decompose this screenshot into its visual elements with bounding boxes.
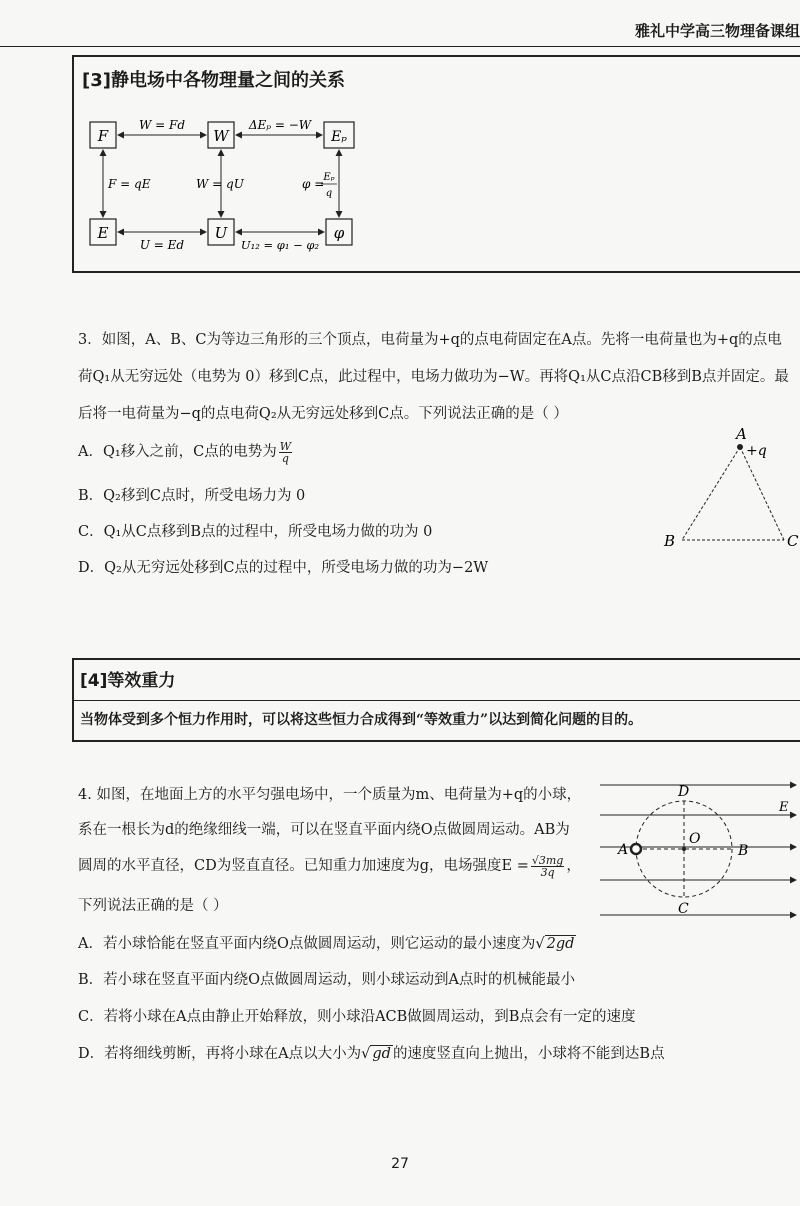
vertex-B: B xyxy=(664,532,676,550)
q4-field-num: √3mg xyxy=(531,853,564,867)
label-B: B xyxy=(738,843,749,859)
relation-diagram xyxy=(80,110,380,260)
q4-line3 xyxy=(78,854,581,878)
label-A: A xyxy=(618,842,629,858)
node-U: U xyxy=(214,224,228,242)
label-E-U: U = Ed xyxy=(139,238,185,252)
charge-dot xyxy=(737,444,743,450)
q4-option-d: D．若将细线剪断，再将小球在A点以大小为√ gd 的速度竖直向上抛出，小球将不能到达B点 xyxy=(78,1046,665,1062)
section4-divider xyxy=(72,700,800,701)
page-number: 27 xyxy=(391,1156,409,1172)
vertex-C: C xyxy=(787,532,799,550)
label-phi-num: Eₚ xyxy=(323,172,335,183)
center-dot xyxy=(682,847,686,851)
label-F-W: W = Fd xyxy=(138,118,186,132)
node-W: W xyxy=(213,127,229,145)
q3-line3: 后将一电荷量为−q的点电荷Q₂从无穷远处移到C点。下列说法正确的是（ ） xyxy=(78,406,568,422)
q4-option-b: B．若小球在竖直平面内绕O点做圆周运动，则小球运动到A点时的机械能最小 xyxy=(78,972,576,988)
q4-field-fraction xyxy=(531,855,564,878)
node-phi: φ xyxy=(333,224,345,242)
label-W-U: W = qU xyxy=(196,177,244,191)
label-phi-lhs: φ = xyxy=(302,177,325,191)
q3-option-b: B．Q₂移到C点时，所受电场力为 0 xyxy=(78,488,306,504)
q4-option-d-text: D．若将细线剪断，再将小球在A点以大小为 xyxy=(78,1046,362,1062)
q3-option-a-den: q xyxy=(281,451,289,465)
q4-line1: 4. 如图，在地面上方的水平匀强电场中，一个质量为m、电荷量为+q的小球， xyxy=(78,787,582,803)
q3-option-a xyxy=(78,440,294,464)
q3-option-a-num: W xyxy=(279,439,292,453)
node-Ep: Eₚ xyxy=(331,129,347,145)
q3-option-a-text: A．Q₁移入之前，C点的电势为 xyxy=(78,444,277,460)
edge-AB xyxy=(682,447,740,540)
q4-option-d-post: 的速度竖直向上抛出，小球将不能到达B点 xyxy=(392,1046,665,1062)
label-E: E xyxy=(779,800,789,815)
q3-option-a-fraction xyxy=(279,441,292,464)
q4-line3-post: ， xyxy=(566,858,581,874)
label-C: C xyxy=(678,901,689,917)
q4-option-a: A．若小球恰能在竖直平面内绕O点做圆周运动，则它运动的最小速度为√ 2gd xyxy=(78,936,575,952)
edge-AC xyxy=(740,447,784,540)
q4-field-den: 3q xyxy=(540,865,555,879)
header-title: 雅礼中学高三物理备课组 xyxy=(634,22,800,40)
charge-label: +q xyxy=(746,443,767,459)
label-U-phi: U₁₂ = φ₁ − φ₂ xyxy=(240,238,320,252)
field-circle-figure xyxy=(598,775,800,925)
ball xyxy=(631,844,641,854)
q4-option-a-sqrt: 2gd xyxy=(546,936,575,952)
header-divider xyxy=(0,46,800,47)
section4-title: [4]等效重力 xyxy=(80,671,176,691)
label-O: O xyxy=(689,831,701,847)
label-F-E: F = qE xyxy=(108,177,151,191)
q4-line3-text: 圆周的水平直径，CD为竖直直径。已知重力加速度为g，电场强度E = xyxy=(78,858,529,874)
q3-option-d: D．Q₂从无穷远处移到C点的过程中，所受电场力做的功为−2W xyxy=(78,560,489,576)
label-D: D xyxy=(678,784,690,800)
triangle-figure xyxy=(660,425,800,555)
q4-option-c: C．若将小球在A点由静止开始释放，则小球沿ACB做圆周运动，到B点会有一定的速度 xyxy=(78,1009,636,1025)
section4-text: 当物体受到多个恒力作用时，可以将这些恒力合成得到“等效重力”以达到简化问题的目的。 xyxy=(80,712,643,728)
node-E: E xyxy=(97,224,109,242)
vertex-A: A xyxy=(736,425,747,443)
node-F: F xyxy=(97,127,109,145)
q4-option-a-text: A．若小球恰能在竖直平面内绕O点做圆周运动，则它运动的最小速度为 xyxy=(78,936,536,952)
q3-line2: 荷Q₁从无穷远处（电势为 0）移到C点，此过程中，电场力做功为−W。再将Q₁从C点沿CB移到B点并固定。最 xyxy=(78,369,789,385)
section3-title: [3]静电场中各物理量之间的关系 xyxy=(82,70,345,91)
q3-line1: 3．如图，A、B、C为等边三角形的三个顶点，电荷量为+q的点电荷固定在A点。先将一电荷量也为+q的点电 xyxy=(78,332,782,348)
q4-option-d-sqrt: gd xyxy=(372,1046,391,1062)
q4-line2: 系在一根长为d的绝缘细线一端，可以在竖直平面内绕O点做圆周运动。AB为 xyxy=(78,822,570,838)
q3-option-c: C．Q₁从C点移到B点的过程中，所受电场力做的功为 0 xyxy=(78,524,433,540)
q4-line4: 下列说法正确的是（ ） xyxy=(78,898,228,914)
label-phi-den: q xyxy=(325,188,333,199)
label-W-Ep: ΔEₚ = −W xyxy=(248,118,312,132)
